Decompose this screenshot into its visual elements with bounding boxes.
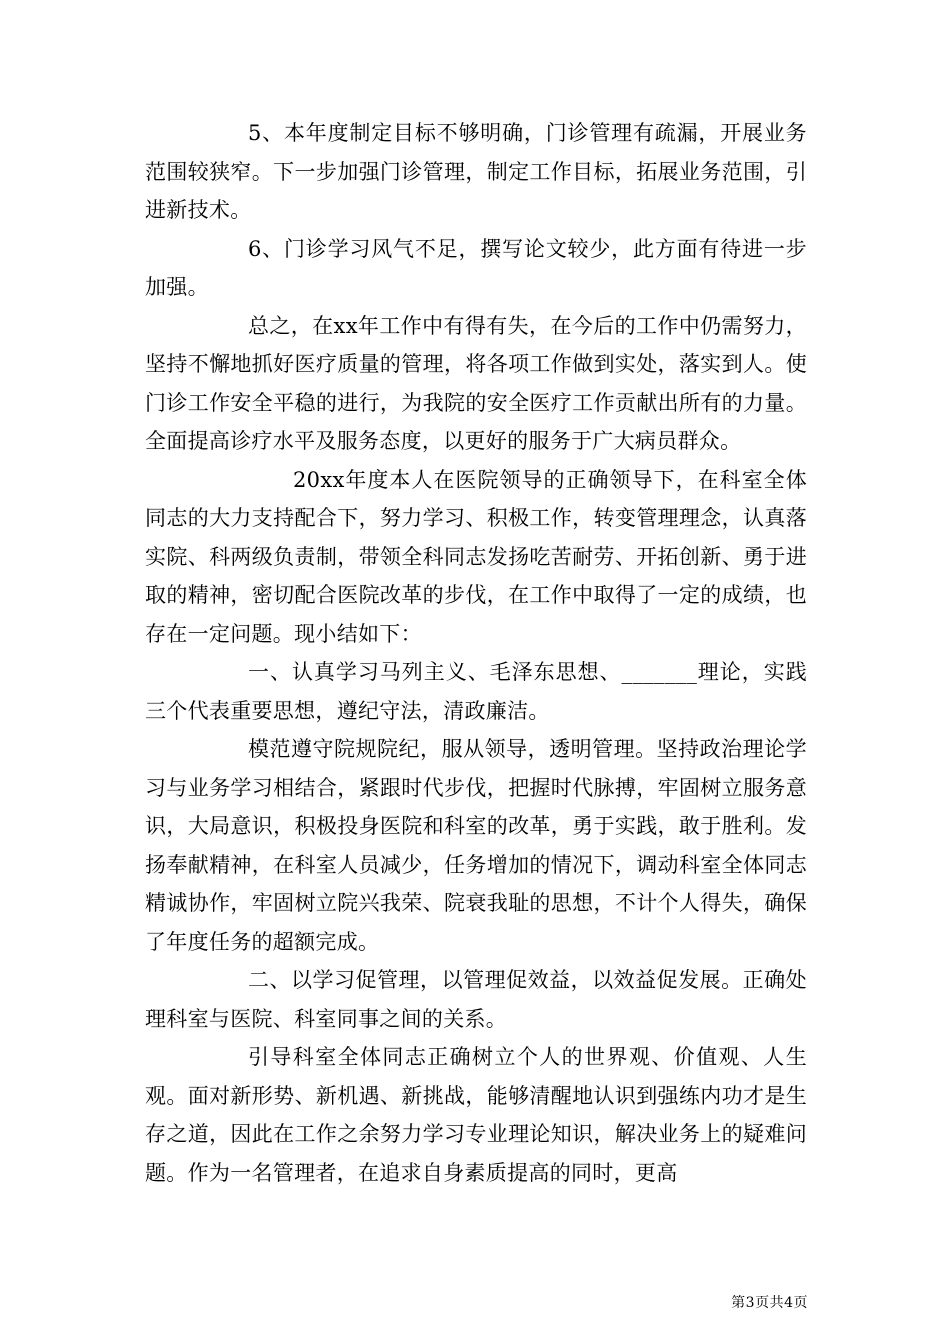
paragraph-summary: 总之，在xx年工作中有得有失，在今后的工作中仍需努力，坚持不懈地抓好医疗质量的管理，将各项工作做到实处，落实到人。使门诊工作安全平稳的进行，为我院的安全医疗工作贡献出所有的力量。全面提高诊疗水平及服务态度，以更好的服务于广大病员群众。 [145, 313, 807, 453]
paragraph-guidance: 引导科室全体同志正确树立个人的世界观、价值观、人生观。面对新形势、新机遇、新挑战，能够清醒地认识到强练内功才是生存之道，因此在工作之余努力学习专业理论知识，解决业务上的疑难问题。作为一名管理者，在追求自身素质提高的同时，更高 [145, 1045, 807, 1185]
page-number: 第3页共4页 [731, 1295, 808, 1311]
paragraph-section-two: 二、以学习促管理，以管理促效益，以效益促发展。正确处理科室与医院、科室同事之间的关系。 [145, 968, 807, 1031]
document-body [145, 114, 807, 1192]
paragraph-item-5: 5、本年度制定目标不够明确，门诊管理有疏漏，开展业务范围较狭窄。下一步加强门诊管理，制定工作目标，拓展业务范围，引进新技术。 [145, 121, 807, 222]
paragraph-item-6: 6、门诊学习风气不足，撰写论文较少，此方面有待进一步加强。 [145, 236, 807, 299]
paragraph-discipline: 模范遵守院规院纪，服从领导，透明管理。坚持政治理论学习与业务学习相结合，紧跟时代步伐，把握时代脉搏，牢固树立服务意识，大局意识，积极投身医院和科室的改革，勇于实践，敢于胜利。发扬奉献精神，在科室人员减少，任务增加的情况下，调动科室全体同志精诚协作，牢固树立院兴我荣、院衰我耻的思想，不计个人得失，确保了年度任务的超额完成。 [145, 737, 807, 954]
paragraph-section-one: 一、认真学习马列主义、毛泽东思想、_______理论，实践三个代表重要思想，遵纪守法，清政廉洁。 [145, 660, 807, 723]
paragraph-annual-intro: 20xx年度本人在医院领导的正确领导下，在科室全体同志的大力支持配合下，努力学习、积极工作，转变管理理念，认真落实院、科两级负责制，带领全科同志发扬吃苦耐劳、开拓创新、勇于进取的精神，密切配合医院改革的步伐，在工作中取得了一定的成绩，也存在一定问题。现小结如下： [145, 467, 807, 646]
